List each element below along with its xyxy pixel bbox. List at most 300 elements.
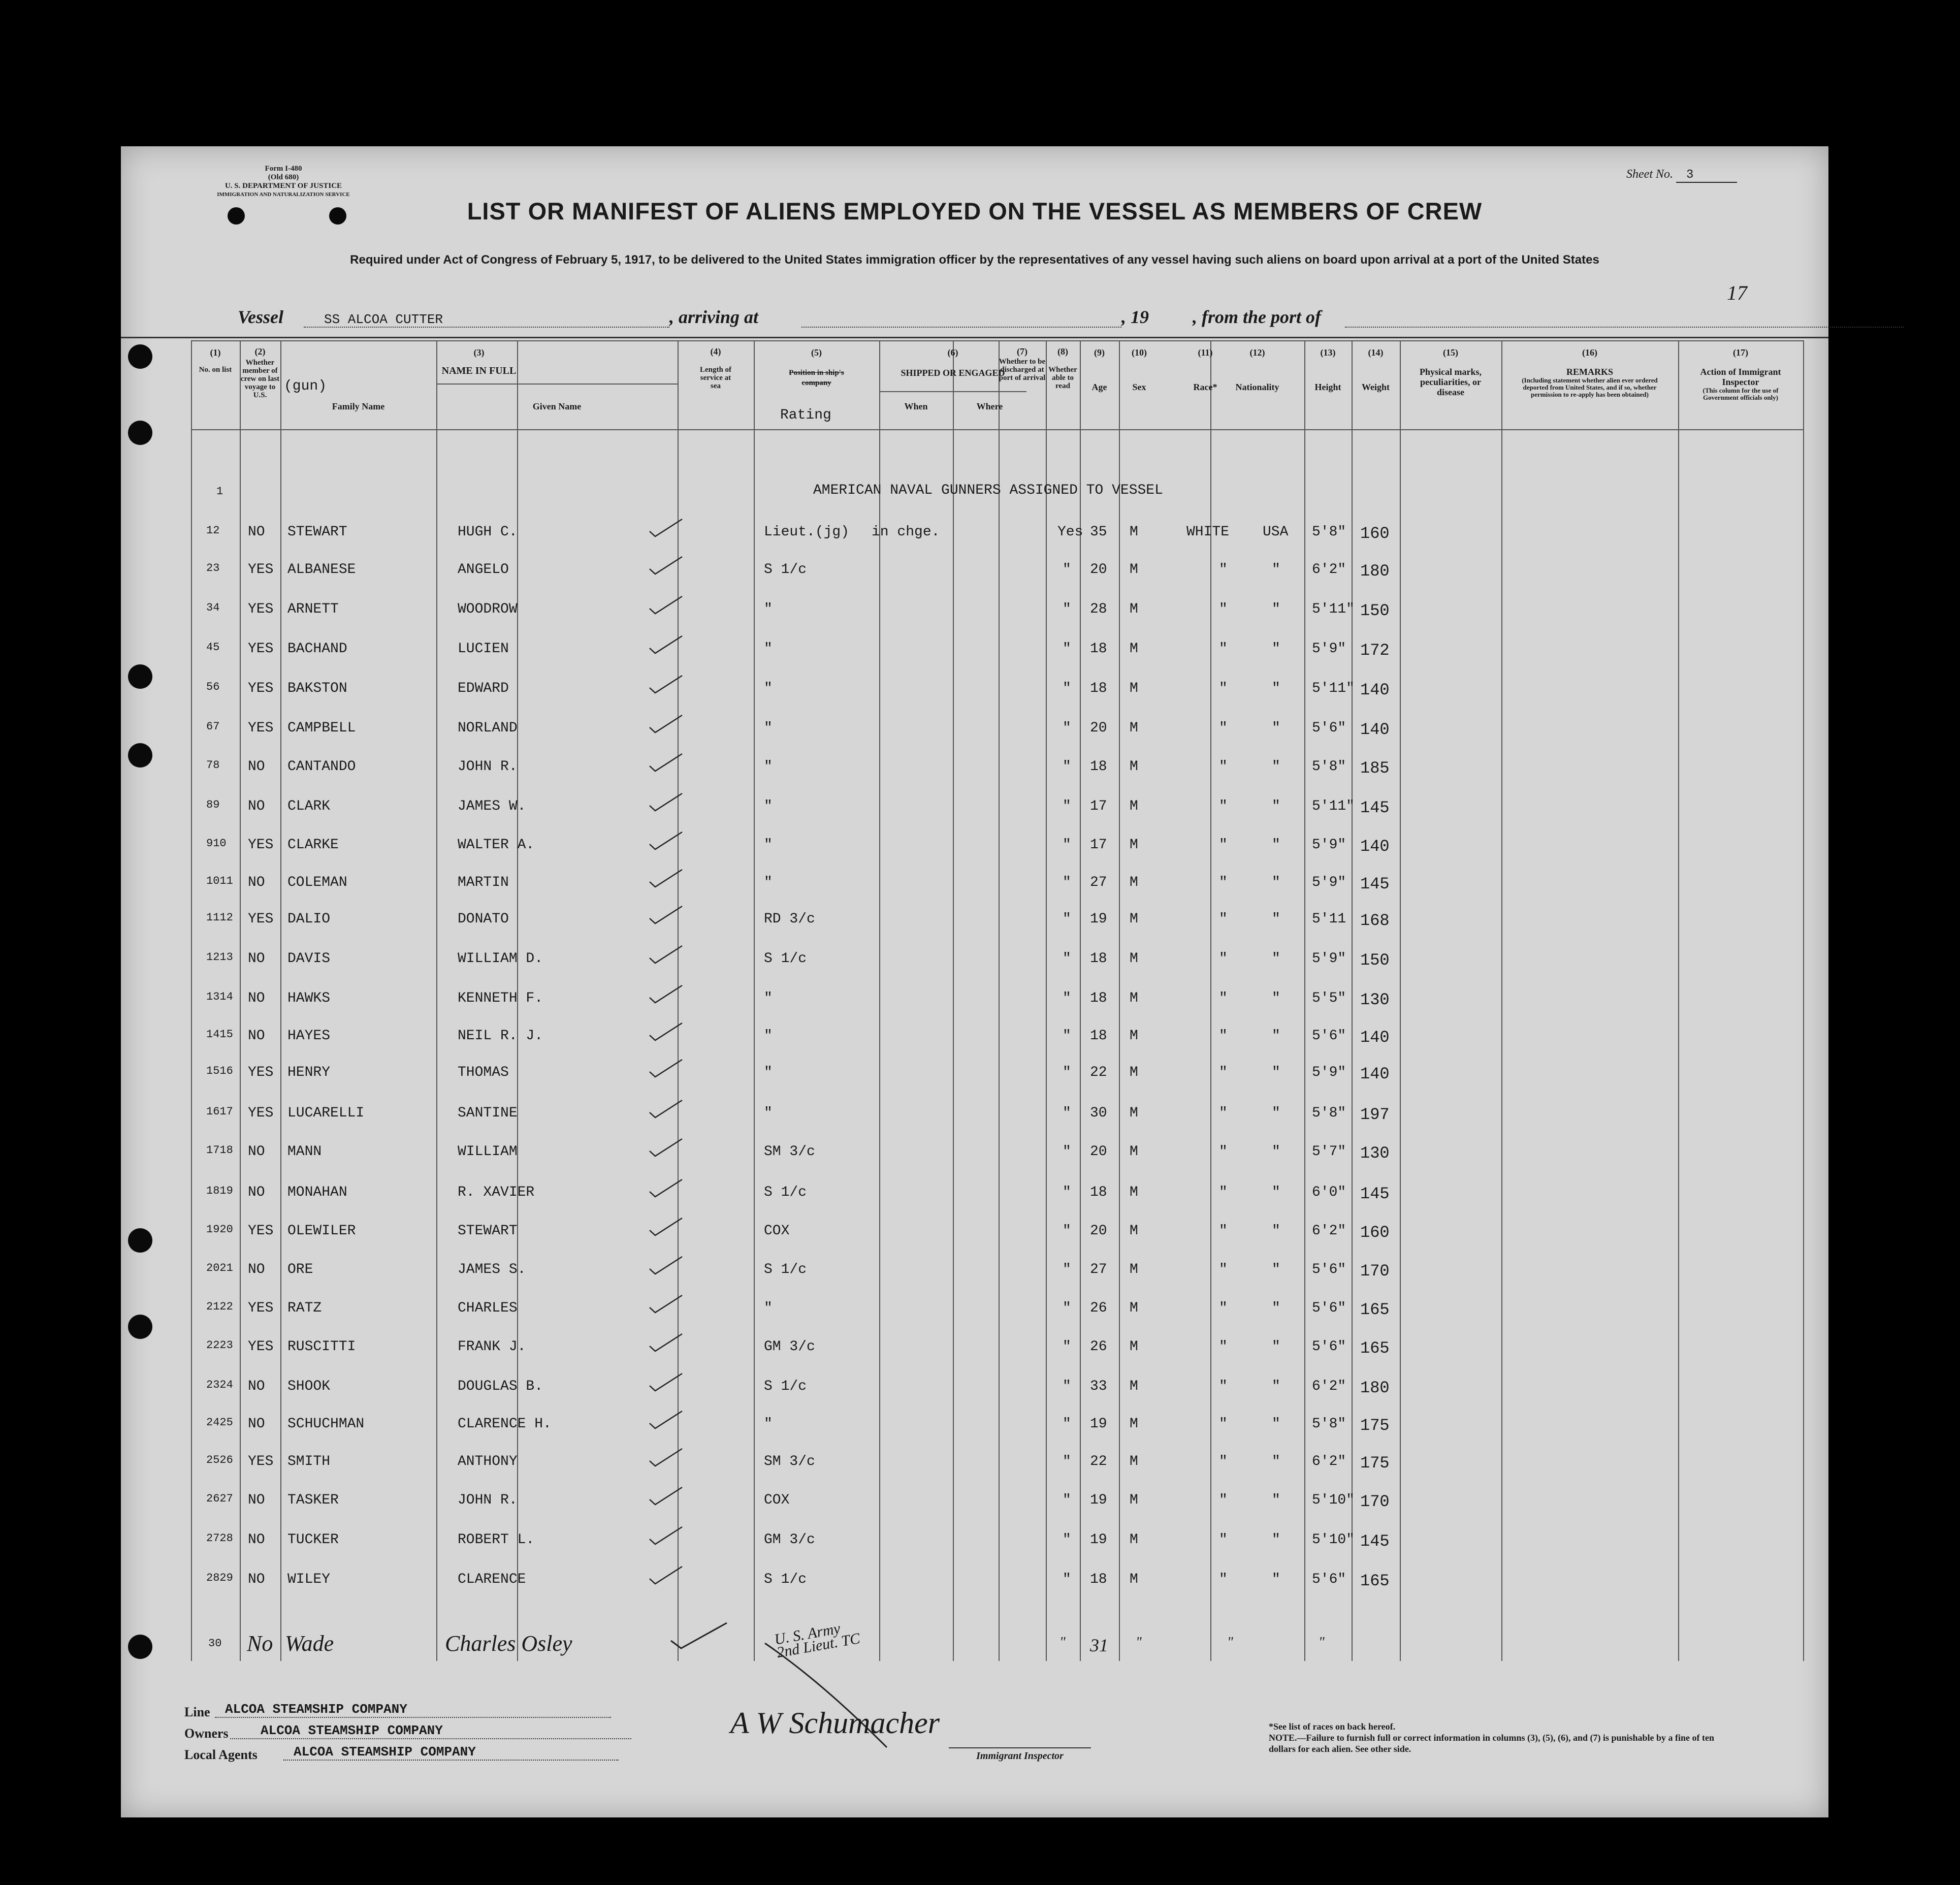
weight: 168 [1360,911,1390,930]
age: 26 [1090,1300,1107,1316]
family-name: SMITH [287,1454,331,1469]
col-6-where-header: Where [976,401,1003,411]
weight: 170 [1360,1492,1390,1511]
given-name: ANTHONY [458,1454,518,1469]
crew-status: YES [248,641,274,657]
vessel-name: SS ALCOA CUTTER [324,312,443,327]
check-mark-icon [648,1409,684,1429]
able-to-read: " [1063,601,1071,617]
race: " [1219,1492,1228,1508]
family-name: ALBANESE [287,562,356,578]
rating: " [764,798,773,814]
weight: 140 [1360,1065,1390,1083]
crew-status: YES [248,1105,274,1121]
row-number: 2324 [206,1379,233,1391]
race: " [1219,837,1228,853]
check-mark-icon [648,517,684,537]
col-1-header [191,347,240,374]
family-name: ARNETT [287,601,339,617]
age: 22 [1090,1065,1107,1080]
age: 17 [1090,798,1107,814]
given-name: SANTINE [458,1105,518,1121]
col-14-num: (14) [1368,347,1384,358]
check-mark-icon [648,752,684,772]
col-5-header [754,347,879,388]
col-10-label: Sex [1132,382,1146,392]
weight: 145 [1360,1532,1390,1551]
weight: 145 [1360,875,1390,893]
given-name: CLARENCE H. [458,1416,552,1432]
nationality: " [1272,991,1280,1006]
able-to-read: " [1063,641,1071,657]
col-17-header [1678,347,1803,401]
vessel-line [238,306,1646,329]
rating: RD 3/c [764,911,815,927]
race: WHITE [1186,524,1230,540]
col-6-num: (6) [947,347,958,358]
check-mark-icon [648,1525,684,1545]
race: " [1219,991,1228,1006]
nationality: " [1319,1635,1325,1650]
punch-hole [128,1635,152,1659]
race: " [1227,1635,1233,1650]
col-3-header [280,347,678,376]
row-number: 45 [206,641,220,654]
rating: GM 3/c [764,1532,815,1548]
sex: M [1130,1300,1138,1316]
check-mark-icon [648,904,684,924]
row-number: 1516 [206,1065,233,1077]
given-name: DOUGLAS B. [458,1379,543,1394]
age: 19 [1090,911,1107,927]
from-field [1345,306,1904,328]
race: " [1219,1028,1228,1044]
weight: 165 [1360,1300,1390,1319]
race: " [1219,681,1228,696]
col-17-sub: (This column for the use of Government officials only) [1702,387,1779,401]
check-mark-icon [648,1021,684,1041]
row-number: 67 [206,720,220,733]
given-name: WILLIAM D. [458,951,543,967]
weight: 180 [1360,1379,1390,1397]
crew-status: NO [248,875,265,890]
able-to-read: " [1063,837,1071,853]
rating: COX [764,1223,790,1239]
col-7-num: (7) [1017,346,1027,357]
nationality: " [1272,641,1280,657]
sex: M [1130,1185,1138,1200]
col-15-num: (15) [1443,347,1458,358]
col-8-header [1046,347,1080,390]
department-name: U. S. DEPARTMENT OF JUSTICE [224,182,342,190]
col-16-header [1501,347,1678,398]
row-number: 12 [206,524,220,537]
weight: 165 [1360,1339,1390,1358]
weight: 150 [1360,951,1390,970]
given-name: Charles Osley [445,1631,572,1656]
footer-notes [1269,1721,1716,1754]
nationality: " [1272,1223,1280,1239]
rating: S 1/c [764,1262,807,1277]
height: 5'9" [1312,875,1346,890]
sex: M [1130,601,1138,617]
col-15-header [1400,347,1501,397]
family-name: ORE [287,1262,313,1277]
sex: M [1130,1454,1138,1469]
arriving-field [801,306,1121,328]
family-name: CLARK [287,798,331,814]
height: 5'9" [1312,641,1346,657]
race: " [1219,1262,1228,1277]
col-11-num: (11) [1198,347,1213,358]
given-name: JAMES S. [458,1262,526,1277]
engaged-when: in chge. [872,524,940,540]
race: " [1219,1144,1228,1160]
sex: M [1130,1065,1138,1080]
nationality: " [1272,1379,1280,1394]
weight: 172 [1360,641,1390,660]
nationality: " [1272,681,1280,696]
check-mark-icon [648,1216,684,1236]
nationality: " [1272,1105,1280,1121]
able-to-read: " [1063,1223,1071,1239]
col-5-num: (5) [811,347,822,358]
family-name: TASKER [287,1492,339,1508]
age: 20 [1090,1223,1107,1239]
given-name: CHARLES [458,1300,518,1316]
rating: " [764,991,773,1006]
weight: 185 [1360,759,1390,778]
crew-status: NO [248,1185,265,1200]
sex: M [1130,1492,1138,1508]
height: 5'11" [1312,601,1355,617]
family-name-header: Family Name [332,401,385,411]
given-name: ROBERT L. [458,1532,535,1548]
family-name: CANTANDO [287,759,356,775]
crew-status: YES [248,681,274,696]
year-label: , 19 [1121,307,1149,327]
age: 30 [1090,1105,1107,1121]
given-name: ANGELO [458,562,509,578]
able-to-read: " [1063,681,1071,696]
able-to-read: " [1063,1492,1071,1508]
rating: S 1/c [764,1572,807,1587]
col-4-num: (4) [710,346,721,357]
weight: 170 [1360,1262,1390,1281]
family-name: RUSCITTI [287,1339,356,1355]
able-to-read: " [1063,1105,1071,1121]
height: 5'6" [1312,1300,1346,1316]
check-mark-icon [648,1485,684,1506]
able-to-read: " [1063,798,1071,814]
age: 18 [1090,1185,1107,1200]
family-name: STEWART [287,524,347,540]
height: 5'5" [1312,991,1346,1006]
check-mark-icon [648,1137,684,1157]
col-9-header [1080,347,1119,392]
row-number: 1819 [206,1185,233,1197]
sex: M [1130,1223,1138,1239]
able-to-read: " [1063,1185,1071,1200]
family-name: COLEMAN [287,875,347,890]
col-13-label: Height [1314,382,1341,392]
rating: GM 3/c [764,1339,815,1355]
crew-status: NO [248,1416,265,1432]
arriving-label: , arriving at [669,307,759,327]
height: 5'6" [1312,1262,1346,1277]
given-name: NEIL R. J. [458,1028,543,1044]
race: " [1219,1185,1228,1200]
crew-status: YES [248,1339,274,1355]
weight: 175 [1360,1416,1390,1435]
rating: COX [764,1492,790,1508]
weight: 197 [1360,1105,1390,1124]
race: " [1219,1572,1228,1587]
crew-status: NO [248,1492,265,1508]
given-name: R. XAVIER [458,1185,535,1200]
sex: M [1130,1416,1138,1432]
race: " [1219,601,1228,617]
height: 5'9" [1312,1065,1346,1080]
row-number: 78 [206,759,220,772]
family-name: BACHAND [287,641,347,657]
col-16-num: (16) [1582,347,1597,358]
col-11-label: Race* [1193,382,1217,392]
rating: " [764,720,773,736]
col-13-num: (13) [1320,347,1336,358]
family-name: HAWKS [287,991,331,1006]
col-8-num: (8) [1057,346,1068,357]
nationality: " [1272,1454,1280,1469]
col-2-header [240,347,280,399]
nationality: " [1272,759,1280,775]
crew-status: YES [248,1454,274,1469]
given-name: STEWART [458,1223,518,1239]
height: 5'10" [1312,1492,1355,1508]
page-subtitle: Required under Act of Congress of February 5, 1917, to be delivered to the United States immigration officer by the representatives of any vessel having such aliens on board upon arrival at a port of the United States [350,253,1599,267]
age: 18 [1090,681,1107,696]
col-12-label: Nationality [1235,382,1279,392]
col-14-header [1352,347,1400,392]
age: 20 [1090,1144,1107,1160]
crew-status: YES [248,911,274,927]
family-name: DAVIS [287,951,331,967]
family-name: HAYES [287,1028,331,1044]
given-name: WOODROW [458,601,518,617]
col-2-num: (2) [254,346,266,357]
race: " [1219,1223,1228,1239]
crew-table [191,340,1803,1661]
age: 19 [1090,1532,1107,1548]
col-7-label: Whether to be discharged at port of arrival [999,358,1046,382]
race: " [1219,1454,1228,1469]
sex: M [1130,1572,1138,1587]
able-to-read: " [1063,1300,1071,1316]
corner-number: 17 [1727,281,1747,304]
check-mark-icon [648,555,684,575]
weight: 130 [1360,1144,1390,1163]
row-number: 2526 [206,1454,233,1466]
check-mark-icon [648,1293,684,1314]
row-number: 2223 [206,1339,233,1352]
check-mark-icon [648,674,684,694]
weight: 180 [1360,562,1390,581]
crew-status: YES [248,720,274,736]
from-label: , from the port of [1193,307,1322,327]
nationality: " [1272,1572,1280,1587]
able-to-read: " [1063,911,1071,927]
row-number: 1617 [206,1105,233,1118]
col-12-header [1210,347,1304,392]
family-name: MANN [287,1144,322,1160]
age: 22 [1090,1454,1107,1469]
able-to-read: " [1063,562,1071,578]
rating: " [764,1300,773,1316]
race: " [1219,641,1228,657]
check-mark-icon [648,1447,684,1467]
col-1-num: (1) [210,347,221,358]
agents-label: Local Agents [184,1747,258,1762]
crew-status: YES [248,1223,274,1239]
crew-status: YES [248,1065,274,1080]
nationality: " [1272,1028,1280,1044]
crew-status: NO [248,1532,265,1548]
col-7-header [999,347,1046,382]
race: " [1219,1065,1228,1080]
family-name: SCHUCHMAN [287,1416,365,1432]
weight: 165 [1360,1572,1390,1590]
height: 5'8" [1312,1416,1346,1432]
height: 6'2" [1312,1223,1346,1239]
crew-status: NO [248,759,265,775]
row-number: 2425 [206,1416,233,1429]
rating: SM 3/c [764,1454,815,1469]
sheet-number [1626,168,1737,183]
family-name: Wade [285,1631,334,1656]
height: 5'11" [1312,798,1355,814]
nationality: " [1272,1300,1280,1316]
height: 6'2" [1312,1379,1346,1394]
form-old-number: (Old 680) [268,173,299,181]
height: 6'2" [1312,562,1346,578]
rating: " [764,641,773,657]
owners-label: Owners [184,1726,229,1741]
service-name: IMMIGRATION AND NATURALIZATION SERVICE [217,191,350,198]
punch-hole [128,421,152,445]
height: 5'7" [1312,1144,1346,1160]
crew-status: NO [248,1379,265,1394]
family-name: CLARKE [287,837,339,853]
rating: " [764,1028,773,1044]
check-mark-icon [648,1371,684,1392]
nationality: " [1272,1339,1280,1355]
weight: 145 [1360,798,1390,817]
col-3-label: NAME IN FULL [441,365,517,376]
given-name: HUGH C. [458,524,518,540]
rating: " [764,681,773,696]
sex: M [1130,1105,1138,1121]
age: 28 [1090,601,1107,617]
row-number: 1314 [206,991,233,1003]
vessel-label: Vessel [238,307,283,327]
rating: " [764,759,773,775]
age: 35 [1090,524,1107,540]
height: 5'9" [1312,951,1346,967]
col-3-note: (gun) [284,378,327,394]
family-name: BAKSTON [287,681,347,696]
nationality: " [1272,562,1280,578]
family-name: MONAHAN [287,1185,347,1200]
age: 18 [1090,759,1107,775]
sex: M [1130,911,1138,927]
agents-value: ALCOA STEAMSHIP COMPANY [283,1744,619,1761]
form-identifier [207,165,360,199]
able-to-read: " [1063,1572,1071,1587]
weight: 140 [1360,720,1390,739]
age: 26 [1090,1339,1107,1355]
age: 33 [1090,1379,1107,1394]
nationality: " [1272,1144,1280,1160]
given-name: MARTIN [458,875,509,890]
col-14-label: Weight [1361,382,1390,392]
sex: M [1130,875,1138,890]
check-mark-icon [648,1564,684,1585]
age: 18 [1090,951,1107,967]
col-13-header [1304,347,1352,392]
col-16-label: REMARKS [1566,367,1613,377]
check-mark-icon [648,594,684,615]
given-name: FRANK J. [458,1339,526,1355]
rating: S 1/c [764,1379,807,1394]
row-number: 2728 [206,1532,233,1545]
weight: 130 [1360,991,1390,1009]
given-name: DONATO [458,911,509,927]
able-to-read: " [1063,1379,1071,1394]
race: " [1219,1532,1228,1548]
punch-hole [128,743,152,768]
col-5-label: Position in ship's company [789,369,844,387]
age: 19 [1090,1416,1107,1432]
nationality: " [1272,911,1280,927]
crew-status: NO [248,524,265,540]
given-name: EDWARD [458,681,509,696]
manifest-sheet [121,146,1828,1817]
punch-hole [128,664,152,689]
able-to-read: " [1063,991,1071,1006]
race: " [1219,1339,1228,1355]
race: " [1219,911,1228,927]
given-name: WILLIAM [458,1144,518,1160]
height: 5'8" [1312,1105,1346,1121]
height: 5'6" [1312,1028,1346,1044]
rating: S 1/c [764,951,807,967]
col-9-num: (9) [1094,347,1105,358]
col-10-num: (10) [1132,347,1147,358]
weight: 145 [1360,1185,1390,1203]
rating: " [764,875,773,890]
able-to-read: " [1063,1144,1071,1160]
age: 18 [1090,991,1107,1006]
col-3-num: (3) [473,347,485,358]
nationality: " [1272,1492,1280,1508]
nationality: " [1272,1262,1280,1277]
weight: 175 [1360,1454,1390,1473]
able-to-read: " [1063,1532,1071,1548]
able-to-read: " [1063,875,1071,890]
nationality: " [1272,1532,1280,1548]
sex: M [1130,524,1138,540]
race: " [1219,798,1228,814]
